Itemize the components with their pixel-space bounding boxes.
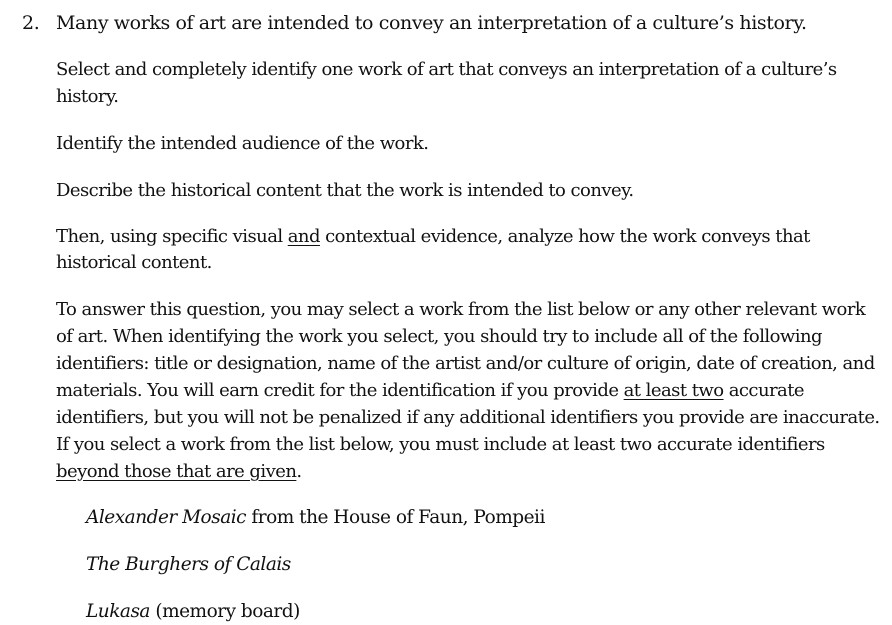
work-item (86, 552, 884, 578)
work-title: The Burghers of Calais (86, 554, 291, 575)
work-title: Alexander Mosaic (86, 507, 246, 528)
analyze-text-before: Then, using specific visual (56, 226, 288, 247)
work-detail: from the House of Faun, Pompeii (246, 507, 545, 528)
answer-note-part2: accurate identifiers, but you will not be penalized if any additional identifiers you provide are inaccurate. If you select a work from the list below, you must include at least two accurate identifiers (56, 380, 880, 455)
question-number: 2. (22, 12, 40, 34)
answer-note-part1: To answer this question, you may select a work from the list below or any other relevant work of art. When identifying the work you select, you should try to include all of the following identifiers: title or designation, name of the artist and/or culture of origin, date of creation, and materials. You will earn credit for the identification if you provide (56, 299, 875, 401)
work-item (86, 505, 884, 531)
question-body (56, 56, 884, 625)
question-prompt: Many works of art are intended to convey an interpretation of a culture’s history. (56, 12, 807, 34)
answer-note (56, 296, 884, 485)
analyze-underlined-and: and (287, 226, 320, 247)
work-item (86, 599, 884, 625)
analyze-text-after: contextual evidence, analyze how the work conveys that historical content. (56, 226, 810, 273)
answer-note-underlined-beyond: beyond those that are given (56, 461, 297, 482)
question-2 (22, 10, 884, 625)
question-header (22, 10, 884, 36)
answer-note-part3: . (296, 461, 302, 482)
work-title: Lukasa (86, 601, 150, 622)
instruction-analyze (56, 224, 884, 276)
instruction-describe: Describe the historical content that the work is intended to convey. (56, 180, 634, 201)
instruction-select: Select and completely identify one work of art that conveys an interpretation of a culture’s history. (56, 59, 837, 107)
answer-note-underlined-at-least-two: at least two (623, 380, 724, 401)
instruction-audience: Identify the intended audience of the work. (56, 133, 429, 154)
works-list (86, 505, 884, 625)
work-detail: (memory board) (149, 601, 300, 622)
